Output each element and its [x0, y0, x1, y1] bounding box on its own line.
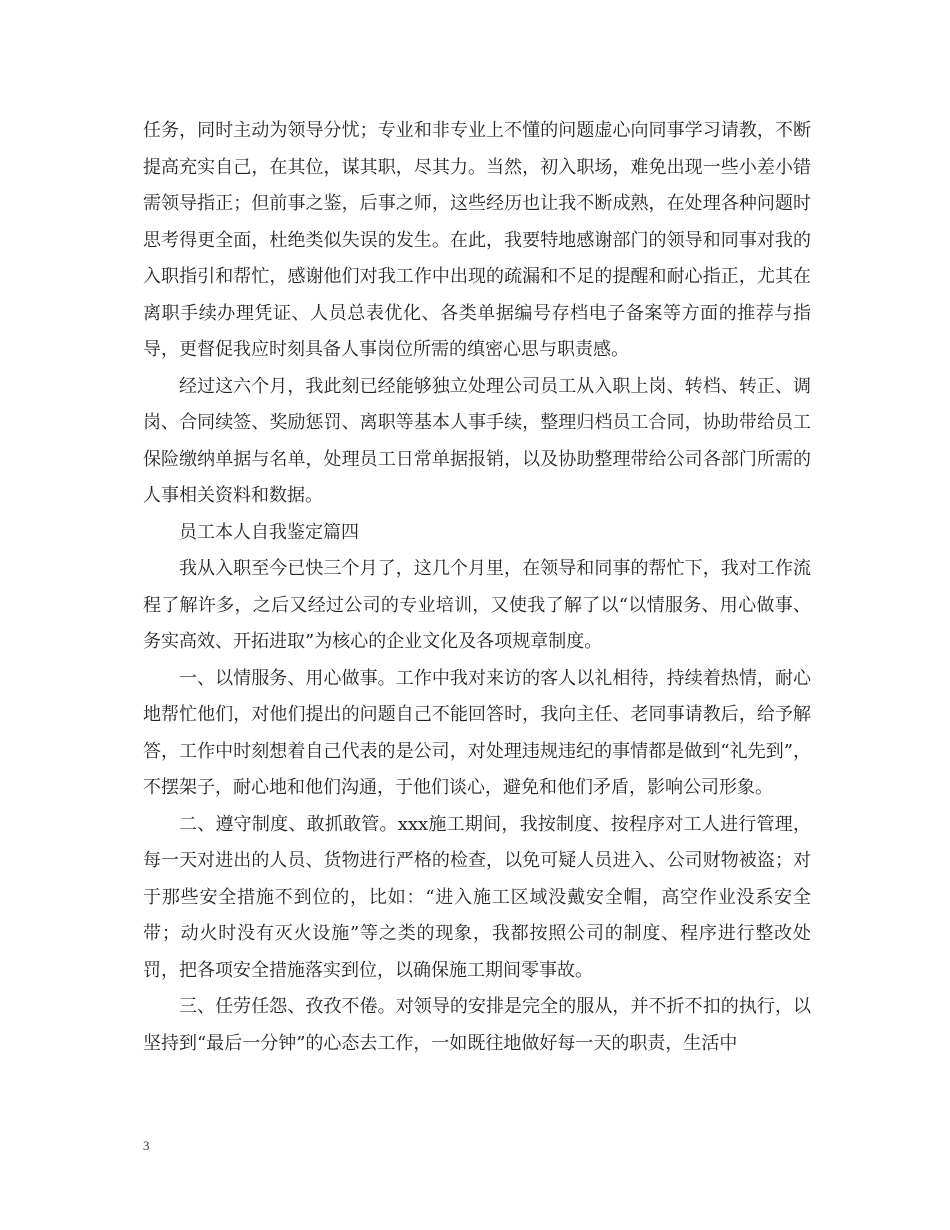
paragraph-6: 三、任劳任怨、孜孜不倦。对领导的安排是完全的服从，并不折不扣的执行，以坚持到“最后一分钟”的心态去工作，一如既往地做好每一天的职责，生活中	[143, 996, 811, 1054]
paragraph-1: 任务，同时主动为领导分忧；专业和非专业上不懂的问题虚心向同事学习请教，不断提高充实自己，在其位，谋其职，尽其力。当然，初入职场，难免出现一些小差小错需领导指正；但前事之鉴，后事之师，这些经历也让我不断成熟，在处理各种问题时思考得更全面，杜绝类似失误的发生。在此，我要特地感谢部门的领导和同事对我的入职指引和帮忙，感谢他们对我工作中出现的疏漏和不足的提醒和耐心指正，尤其在离职手续办理凭证、人员总表优化、各类单据编号存档电子备案等方面的推荐与指导，更督促我应时刻具备人事岗位所需的缜密心思与职责感。	[143, 120, 811, 360]
paragraph-3: 我从入职至今已快三个月了，这几个月里，在领导和同事的帮忙下，我对工作流程了解许多，之后又经过公司的专业培训，又使我了解了以“以情服务、用心做事、务实高效、开拓进取”为核心的企业文化及各项规章制度。	[143, 558, 811, 652]
paragraph-5: 二、遵守制度、敢抓敢管。xxx施工期间，我按制度、按程序对工人进行管理，每一天对进出的人员、货物进行严格的检查，以免可疑人员进入、公司财物被盗；对于那些安全措施不到位的，比如：“进入施工区域没戴安全帽，高空作业没系安全带；动火时没有灭火设施”等之类的现象，我都按照公司的制度、程序进行整改处罚，把各项安全措施落实到位，以确保施工期间零事故。	[143, 813, 811, 981]
paragraph-2: 经过这六个月，我此刻已经能够独立处理公司员工从入职上岗、转档、转正、调岗、合同续签、奖励惩罚、离职等基本人事手续，整理归档员工合同，协助带给员工保险缴纳单据与名单，处理员工日常单据报销，以及协助整理带给公司各部门所需的人事相关资料和数据。	[143, 375, 811, 506]
section-heading: 员工本人自我鉴定篇四	[179, 521, 359, 543]
page-number: 3	[143, 1138, 150, 1153]
paragraph-4: 一、以情服务、用心做事。工作中我对来访的客人以礼相待，持续着热情，耐心地帮忙他们，对他们提出的问题自己不能回答时，我向主任、老同事请教后，给予解答，工作中时刻想着自己代表的是公司，对处理违规违纪的事情都是做到“礼先到”，不摆架子，耐心地和他们沟通，于他们谈心，避免和他们矛盾，影响公司形象。	[143, 667, 811, 798]
document-body	[143, 113, 811, 1062]
